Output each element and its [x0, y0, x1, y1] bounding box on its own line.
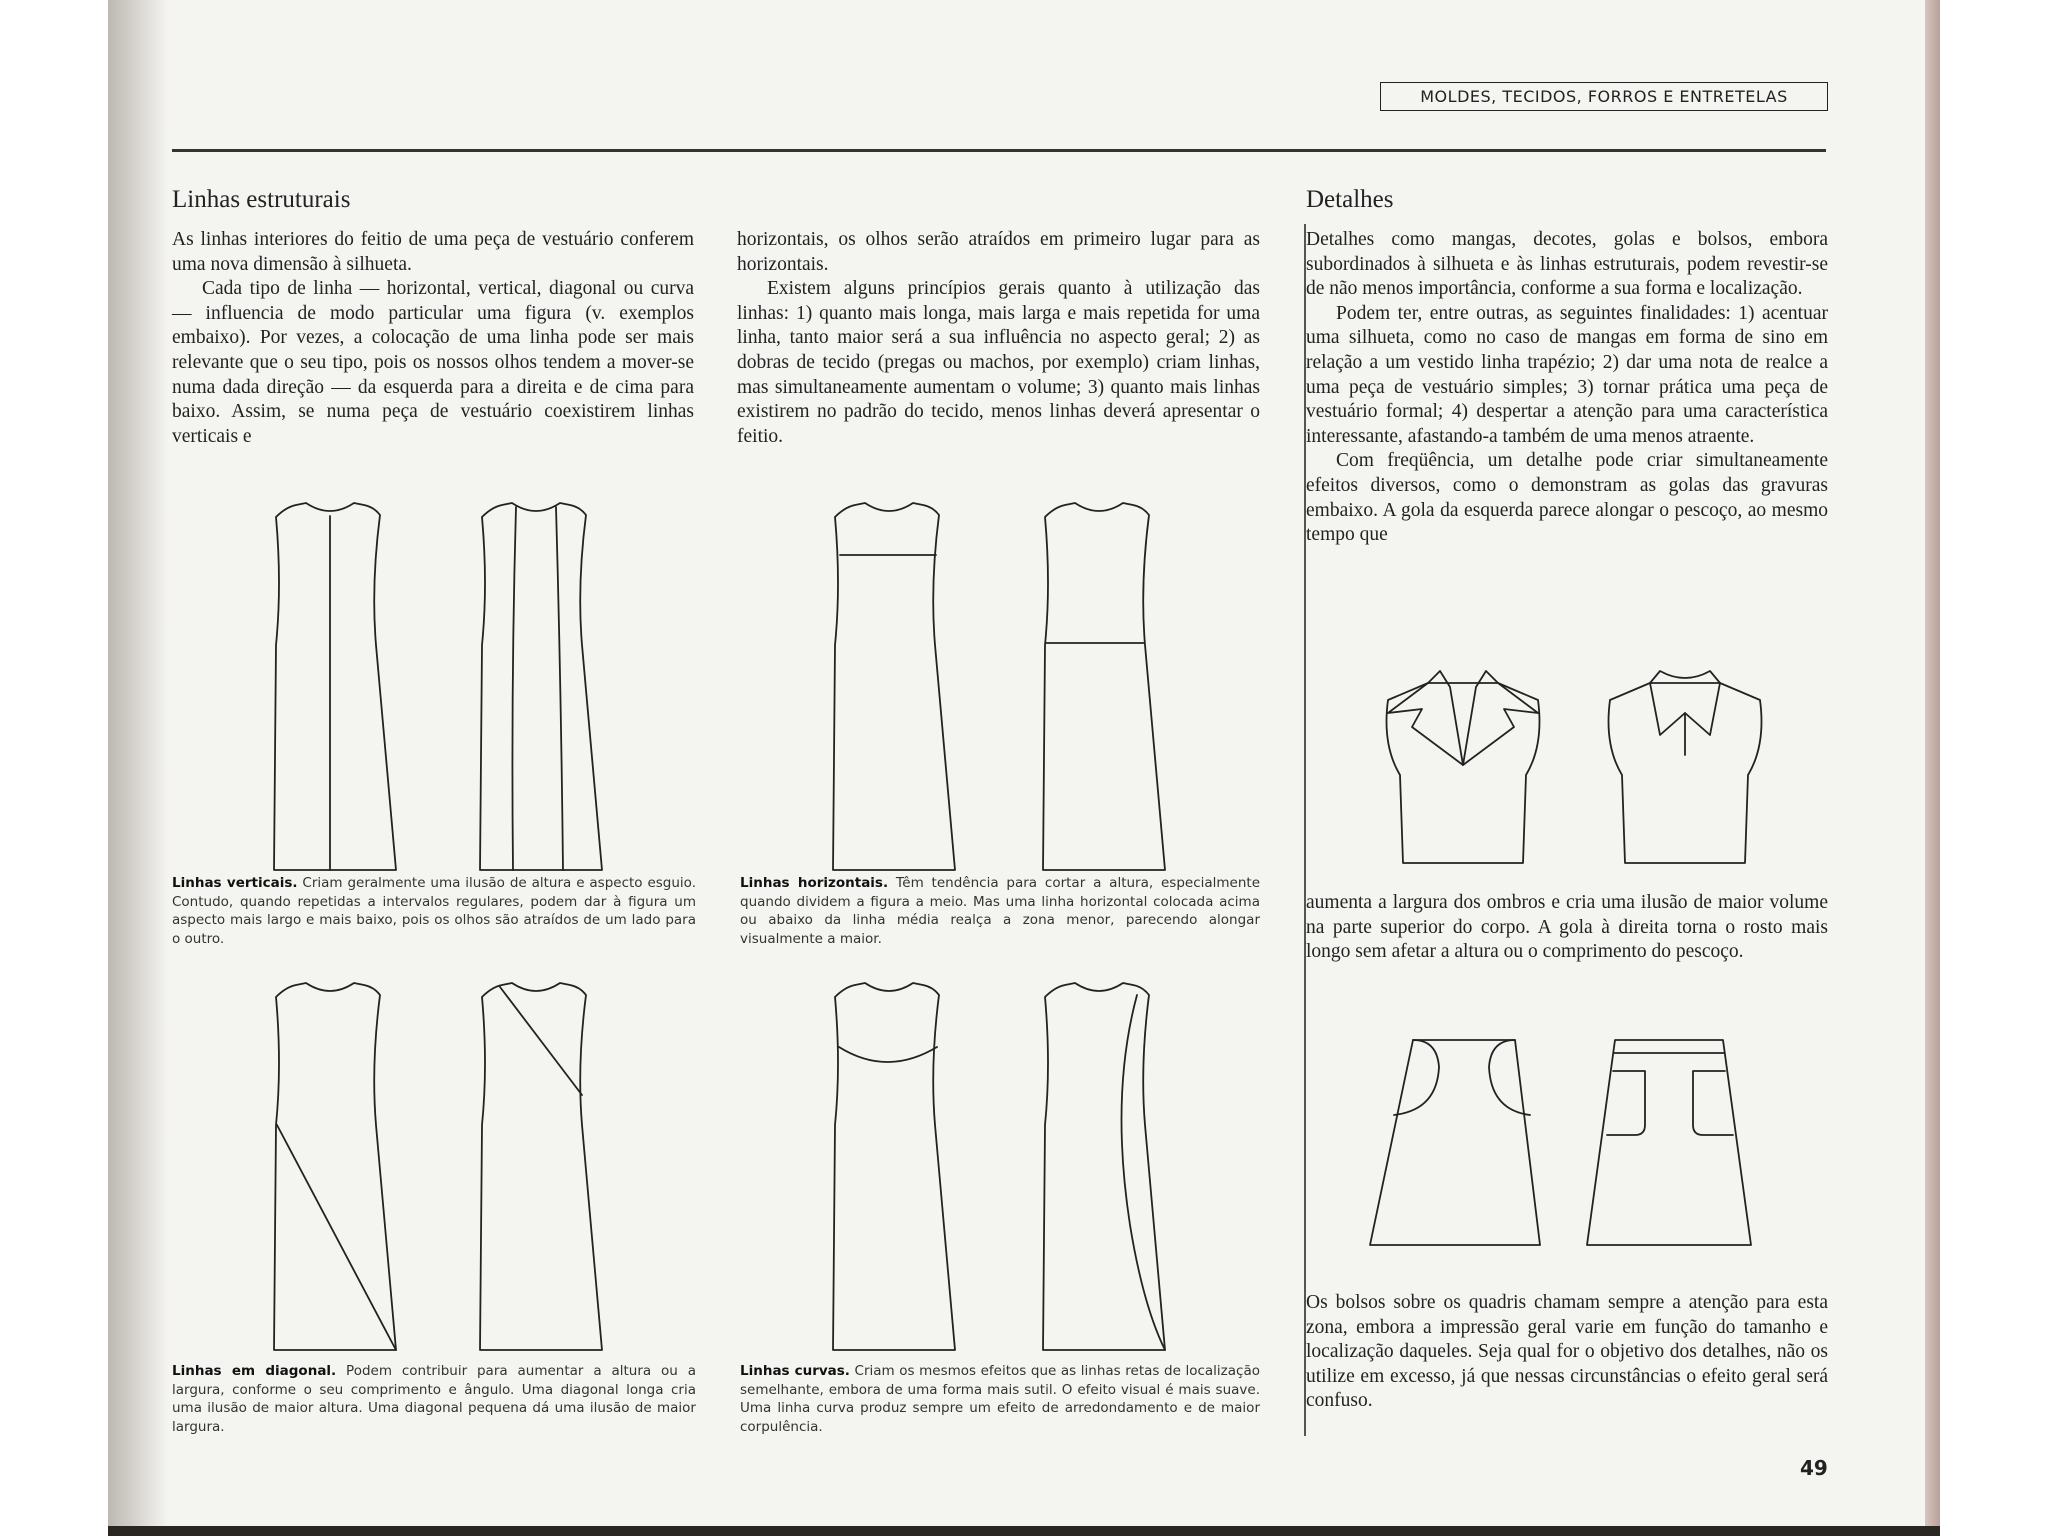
body-column-3-mid: [1306, 891, 1828, 965]
dress-diagonal-long: [274, 983, 396, 1350]
paragraph: horizontais, os olhos serão atraídos em primeiro lugar para as horizontais.: [737, 229, 1260, 275]
section-header: MOLDES, TECIDOS, FORROS E ENTRETELAS: [1380, 82, 1828, 111]
section-title-detalhes: Detalhes: [1306, 186, 1394, 213]
page-number: 49: [1800, 1456, 1828, 1480]
caption-text: Criam os mesmos efeitos que as linhas retas de localização semelhante, embora de uma forma mais sutil. O efeito visual é mais suave. Uma linha curva produz sempre um efeito de arredondamento e de maior corpulência.: [740, 1363, 1260, 1435]
body-column-1: [172, 228, 694, 449]
paragraph: aumenta a largura dos ombros e cria uma ilusão de maior volume na parte superior do corpo. A gola à direita torna o rosto mais longo sem afetar a altura ou o comprimento do pescoço.: [1306, 892, 1828, 963]
dress-vertical-center: [274, 503, 396, 870]
dress-vertical-panels: [480, 503, 602, 870]
figure-curved-lines: [795, 975, 1225, 1360]
body-column-2: [737, 228, 1260, 449]
section-title-linhas: Linhas estruturais: [172, 186, 351, 213]
bodice-wide-lapel: [1387, 671, 1540, 863]
dress-curved-panel: [1043, 983, 1165, 1350]
binding-shadow: [108, 0, 168, 1536]
figure-diagonal-lines: [260, 975, 640, 1360]
paragraph: Com freqüência, um detalhe pode criar simultaneamente efeitos diversos, como o demonstram as golas das gravuras embaixo. A gola da esquerda parece alongar o pescoço, ao mesmo tempo que: [1306, 450, 1828, 546]
paragraph: Cada tipo de linha — horizontal, vertical, diagonal ou curva — influencia de modo particular uma figura (v. exemplos embaixo). Por vezes, a colocação de uma linha pode ser mais relevante que o seu tipo, pois os nossos olhos tendem a mover-se numa dada direção — da esquerda para a direita e de cima para baixo. Assim, se numa peça de vestuário coexistirem linhas verticais e: [172, 278, 694, 447]
figure-collars: [1370, 665, 1810, 870]
figure-vertical-lines: [260, 495, 640, 880]
dress-curved-yoke: [833, 983, 955, 1350]
paragraph: Podem ter, entre outras, as seguintes finalidades: 1) acentuar uma silhueta, como no caso de mangas em forma de sino em relação a um vestido linha trapézio; 2) dar uma nota de realce a uma peça de vestuário simples; 3) tornar prática uma peça de vestuário formal; 4) despertar a atenção para uma característica interessante, afastando-a também de uma menos atraente.: [1306, 302, 1828, 447]
skirt-hip-pockets: [1370, 1040, 1540, 1245]
caption-diagonal: [172, 1362, 696, 1436]
header-rule: [172, 149, 1826, 152]
body-column-3-top: [1306, 228, 1828, 548]
scan-edge: [108, 1526, 1940, 1536]
page-edge: [1925, 0, 1940, 1536]
caption-label: Linhas horizontais.: [740, 875, 889, 891]
paragraph: As linhas interiores do feitio de uma peça de vestuário conferem uma nova dimensão à silhueta.: [172, 229, 694, 275]
caption-curved: [740, 1362, 1260, 1436]
bodice-pointed-collar: [1609, 671, 1762, 863]
dress-horizontal-waist: [1043, 503, 1165, 870]
paragraph: Existem alguns princípios gerais quanto à utilização das linhas: 1) quanto mais longa, mais larga e mais repetida for uma linha, tanto maior será a sua influência no aspecto geral; 2) as dobras de tecido (pregas ou machos, por exemplo) criam linhas, mas simultaneamente aumentam o volume; 3) quanto mais linhas existirem no padrão do tecido, menos linhas deverá apresentar o feitio.: [737, 278, 1260, 447]
caption-text: Têm tendência para cortar a altura, especialmente quando dividem a figura a meio. Mas uma linha horizontal colocada acima ou abaixo da linha média realça a zona menor, parecendo alongar visualmente a maior.: [740, 875, 1260, 947]
skirt-patch-pockets: [1587, 1040, 1751, 1245]
dress-horizontal-yoke: [833, 503, 955, 870]
caption-label: Linhas verticais.: [172, 875, 298, 891]
figure-skirts: [1365, 1035, 1805, 1255]
caption-label: Linhas em diagonal.: [172, 1363, 337, 1379]
body-column-3-bottom: [1306, 1291, 1828, 1414]
caption-label: Linhas curvas.: [740, 1363, 850, 1379]
caption-text: Criam geralmente uma ilusão de altura e aspecto esguio. Contudo, quando repetidas a intervalos regulares, podem dar à figura um aspecto mais largo e mais baixo, pois os olhos são atraídos de um lado para o outro.: [172, 875, 696, 947]
figure-horizontal-lines: [795, 495, 1225, 880]
caption-text: Podem contribuir para aumentar a altura ou a largura, conforme o seu comprimento e ângulo. Uma diagonal longa cria uma ilusão de maior altura. Uma diagonal pequena dá uma ilusão de maior largura.: [172, 1363, 696, 1435]
paragraph: Os bolsos sobre os quadris chamam sempre a atenção para esta zona, embora a impressão geral varie em função do tamanho e localização daqueles. Seja qual for o objetivo dos detalhes, não os utilize em excesso, já que nessas circunstâncias o efeito geral será confuso.: [1306, 1292, 1828, 1412]
caption-vertical: [172, 874, 696, 948]
caption-horizontal: [740, 874, 1260, 948]
dress-diagonal-short: [480, 983, 602, 1350]
paragraph: Detalhes como mangas, decotes, golas e bolsos, embora subordinados à silhueta e às linhas estruturais, podem revestir-se de não menos importância, conforme a sua forma e localização.: [1306, 229, 1828, 300]
